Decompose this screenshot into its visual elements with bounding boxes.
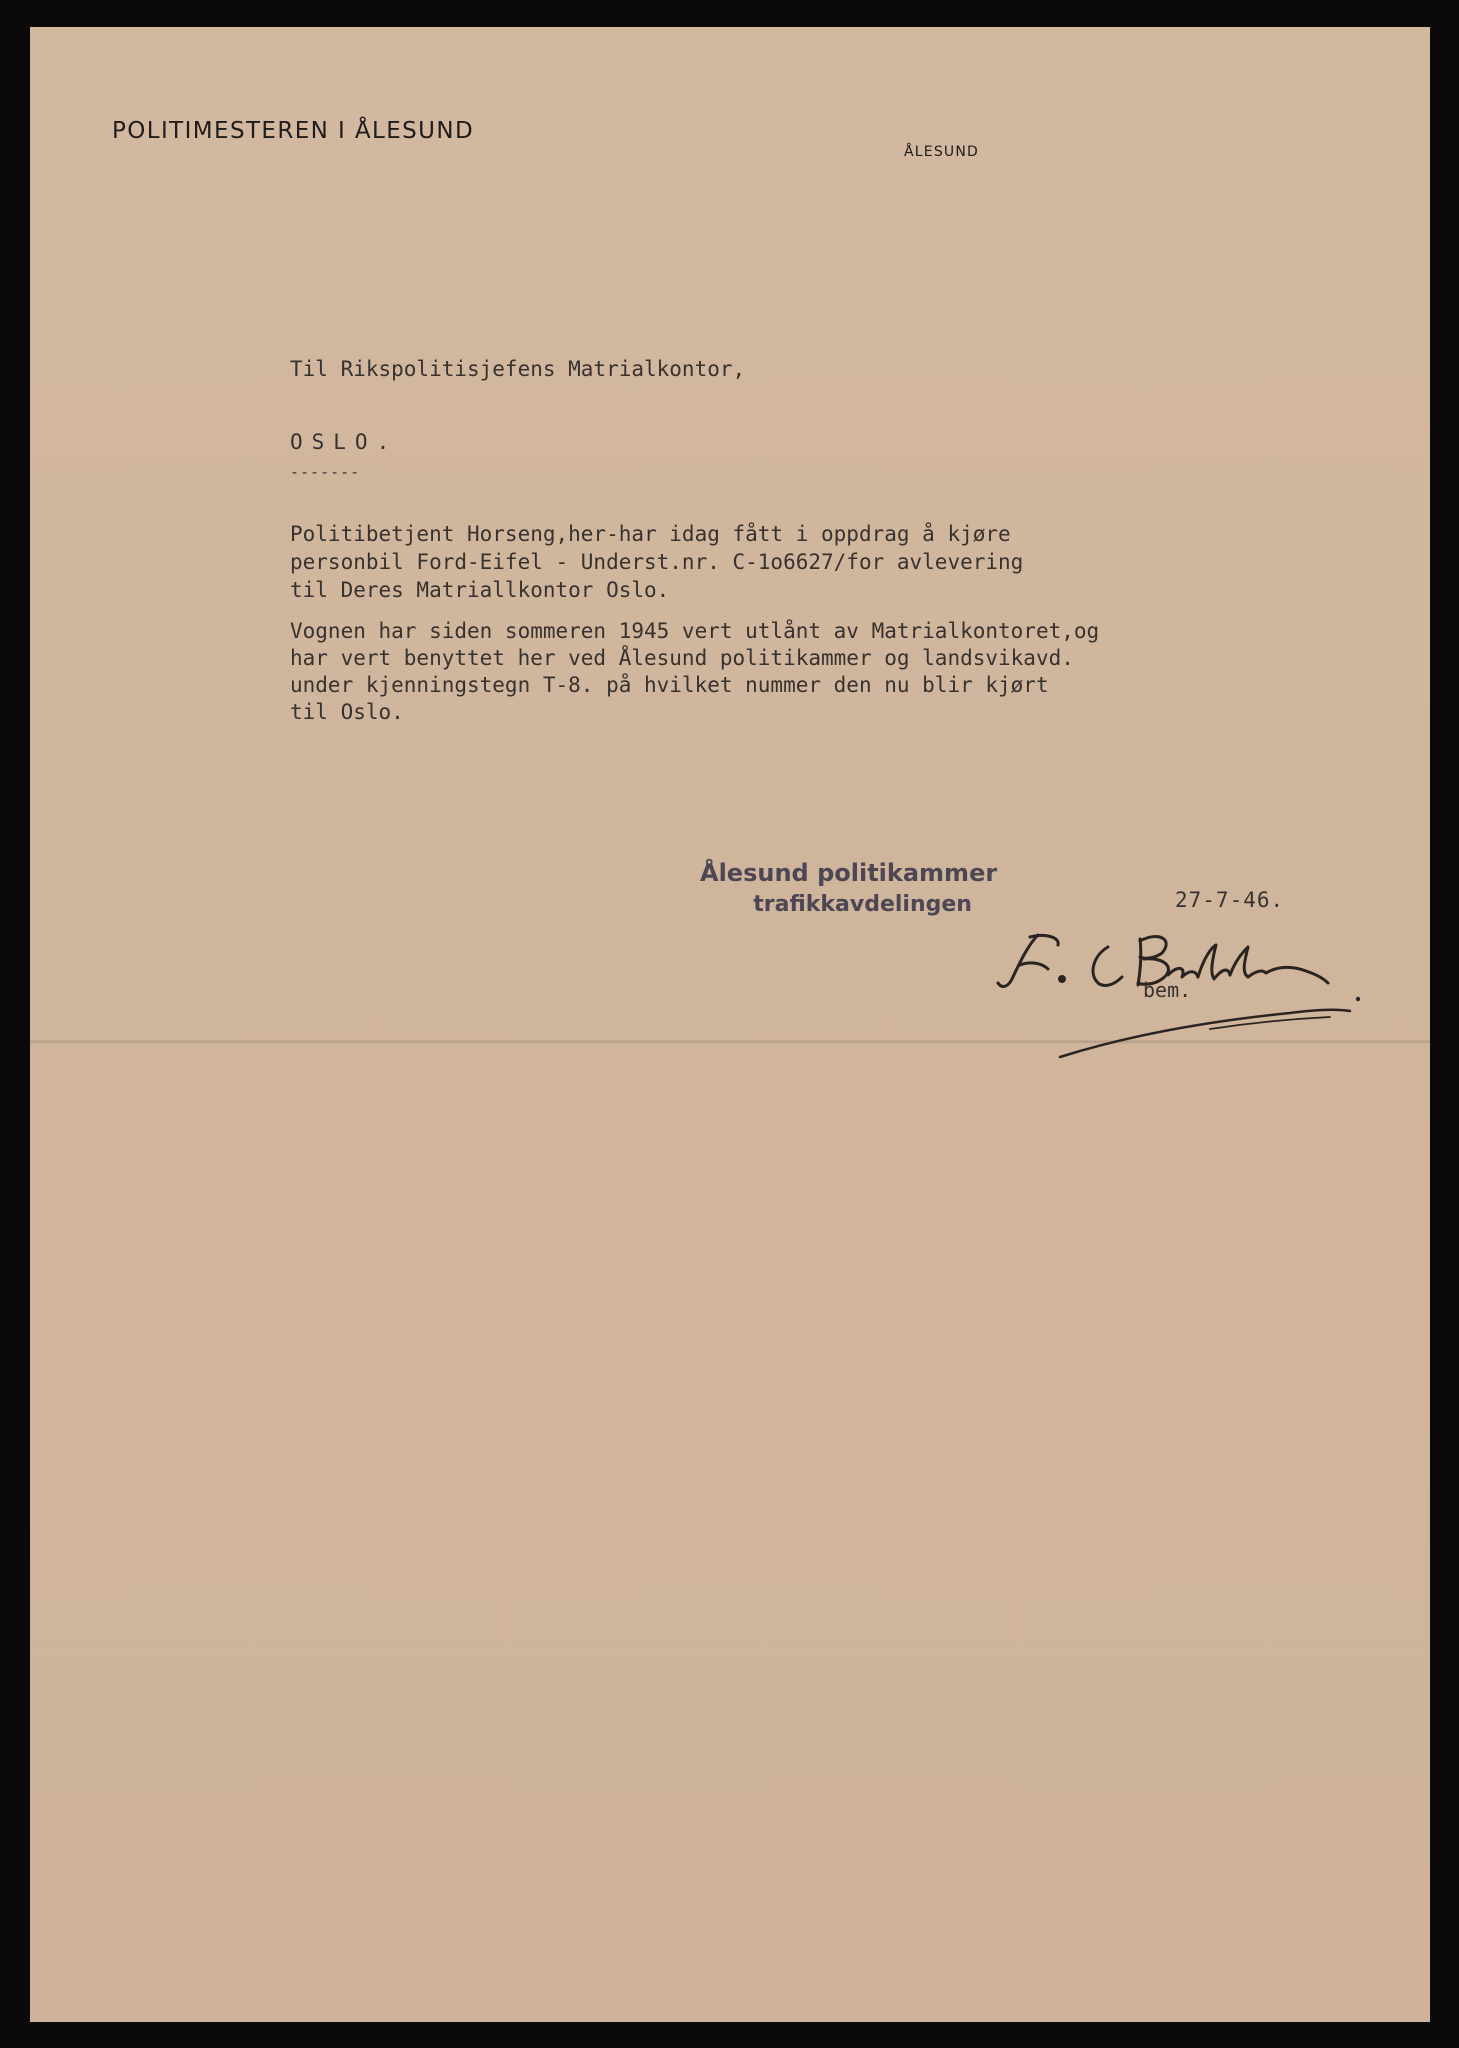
stamp-line-1: Ålesund politikammer: [700, 859, 998, 887]
letter-paper: [30, 27, 1430, 2022]
department-stamp: [700, 857, 997, 921]
body-line: under kjenningstegn T-8. på hvilket nummer den nu blir kjørt: [290, 673, 1049, 697]
stamp-line-2: trafikkavdelingen: [753, 892, 972, 917]
recipient-line: Til Rikspolitisjefens Matrialkontor,: [290, 357, 746, 381]
letter-date: 27-7-46.: [1175, 888, 1285, 912]
body-paragraph-1: [290, 520, 1023, 604]
body-line: har vert benyttet her ved Ålesund politikammer og landsvikavd.: [290, 646, 1074, 670]
body-line: Vognen har siden sommeren 1945 vert utlånt av Matrialkontoret,og: [290, 619, 1100, 643]
letterhead-city: ÅLESUND: [904, 144, 980, 160]
recipient-city-underline: -------: [290, 463, 361, 481]
recipient-city: OSLO.: [290, 430, 399, 454]
body-line: personbil Ford-Eifel - Underst.nr. C-1o6627/for avlevering: [290, 550, 1024, 574]
letterhead-title: POLITIMESTEREN I ÅLESUND: [112, 118, 475, 144]
body-line: Politibetjent Horseng,her-har idag fått i oppdrag å kjøre: [290, 522, 1011, 546]
body-line: til Deres Matriallkontor Oslo.: [290, 578, 670, 602]
signer-note: bem.: [1143, 978, 1192, 1002]
body-line: til Oslo.: [290, 700, 404, 724]
body-paragraph-2: [290, 618, 1099, 726]
